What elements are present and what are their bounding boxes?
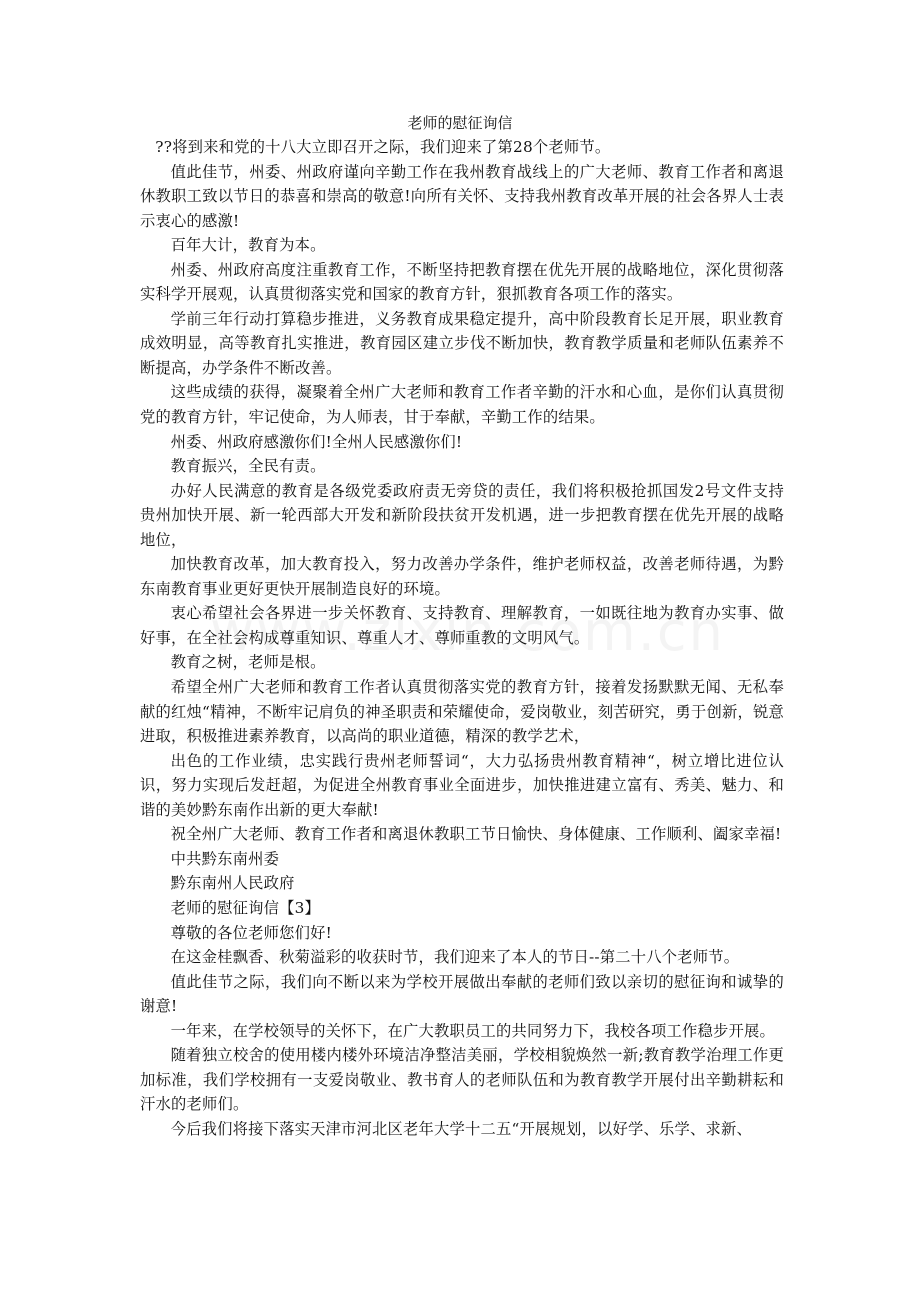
paragraph: 希望全州广大老师和教育工作者认真贯彻落实党的教育方针，接着发扬默默无闻、无私奉献的红烛“精神，不断牢记肩负的神圣职责和荣耀使命，爱岗敬业，刻苦研究，勇于创新，锐意进取，积极推进素养教育，以高尚的职业道德，精深的教学艺术， <box>140 678 784 746</box>
paragraph: 今后我们将接下落实天津市河北区老年大学十二五“开展规划，以好学、乐学、求新、 <box>170 1119 753 1138</box>
paragraph: 一年来，在学校领导的关怀下，在广大教职员工的共同努力下，我校各项工作稳步开展。 <box>170 1021 775 1040</box>
document-title: 老师的慰征询信 <box>407 114 513 132</box>
document-body <box>140 135 784 1141</box>
salutation: 尊敬的各位老师您们好! <box>170 923 332 942</box>
paragraph: 随着独立校舍的使用楼内楼外环境洁净整洁美丽，学校相貌焕然一新;教育教学治理工作更加标准，我们学校拥有一支爱岗敬业、教书育人的老师队伍和为教育教学开展付出辛勤耕耘和汗水的老师们。 <box>140 1046 784 1114</box>
paragraph: 值此佳节，州委、州政府谨向辛勤工作在我州教育战线上的广大老师、教育工作者和离退休教职工致以节日的恭喜和崇高的敬意!向所有关怀、支持我州教育改革开展的社会各界人士表示衷心的感激! <box>140 162 784 230</box>
paragraph: 衷心希望社会各界进一步关怀教育、支持教育、理解教育，一如既往地为教育办实事、做好事，在全社会构成尊重知识、尊重人才、尊师重教的文明风气。 <box>140 604 784 647</box>
paragraph: ??将到来和党的十八大立即召开之际，我们迎来了第28个老师节。 <box>155 138 611 156</box>
paragraph: 这些成绩的获得，凝聚着全州广大老师和教育工作者辛勤的汗水和心血，是你们认真贯彻党的教育方针，牢记使命，为人师表，甘于奉献，辛勤工作的结果。 <box>140 383 784 427</box>
paragraph: 出色的工作业绩，忠实践行贵州老师誓词“，大力弘扬贵州教育精神“，树立增比进位认识，努力实现后发赶超，为促进全州教育事业全面进步，加快推进建立富有、秀美、魅力、和谐的美妙黔东南作出新的更大奉献! <box>140 751 784 819</box>
signature-line: 黔东南州人民政府 <box>170 874 295 893</box>
paragraph: 教育振兴，全民有责。 <box>170 457 326 476</box>
paragraph: 百年大计，教育为本。 <box>170 236 326 255</box>
paragraph: 办好人民满意的教育是各级党委政府责无旁贷的责任，我们将积极抢抓国发2号文件支持贵州加快开展、新一轮西部大开发和新阶段扶贫开发机遇，进一步把教育摆在优先开展的战略地位， <box>140 481 784 549</box>
paragraph: 祝全州广大老师、教育工作者和离退休教职工节日愉快、身体健康、工作顺利、阖家幸福! <box>170 825 782 844</box>
paragraph: 在这金桂飘香、秋菊溢彩的收获时节，我们迎来了本人的节日--第二十八个老师节。 <box>170 948 740 967</box>
paragraph: 值此佳节之际，我们向不断以来为学校开展做出奉献的老师们致以亲切的慰征询和诚挚的谢意! <box>140 972 784 1016</box>
paragraph: 教育之树，老师是根。 <box>170 653 326 672</box>
section-heading: 老师的慰征询信【3】 <box>170 898 320 917</box>
paragraph: 学前三年行动打算稳步推进，义务教育成果稳定提升，高中阶段教育长足开展，职业教育成效明显，高等教育扎实推进，教育园区建立步伐不断加快，教育教学质量和老师队伍素养不断提高，办学条件不断改善。 <box>140 309 784 377</box>
paragraph: 州委、州政府感激你们!全州人民感激你们! <box>170 432 463 451</box>
signature-line: 中共黔东南州委 <box>170 849 280 868</box>
paragraph: 加快教育改革，加大教育投入，努力改善办学条件，维护老师权益，改善老师待遇，为黔东南教育事业更好更快开展制造良好的环境。 <box>140 555 784 598</box>
paragraph: 州委、州政府高度注重教育工作，不断坚持把教育摆在优先开展的战略地位，深化贯彻落实科学开展观，认真贯彻落实党和国家的教育方针，狠抓教育各项工作的落实。 <box>140 260 784 304</box>
